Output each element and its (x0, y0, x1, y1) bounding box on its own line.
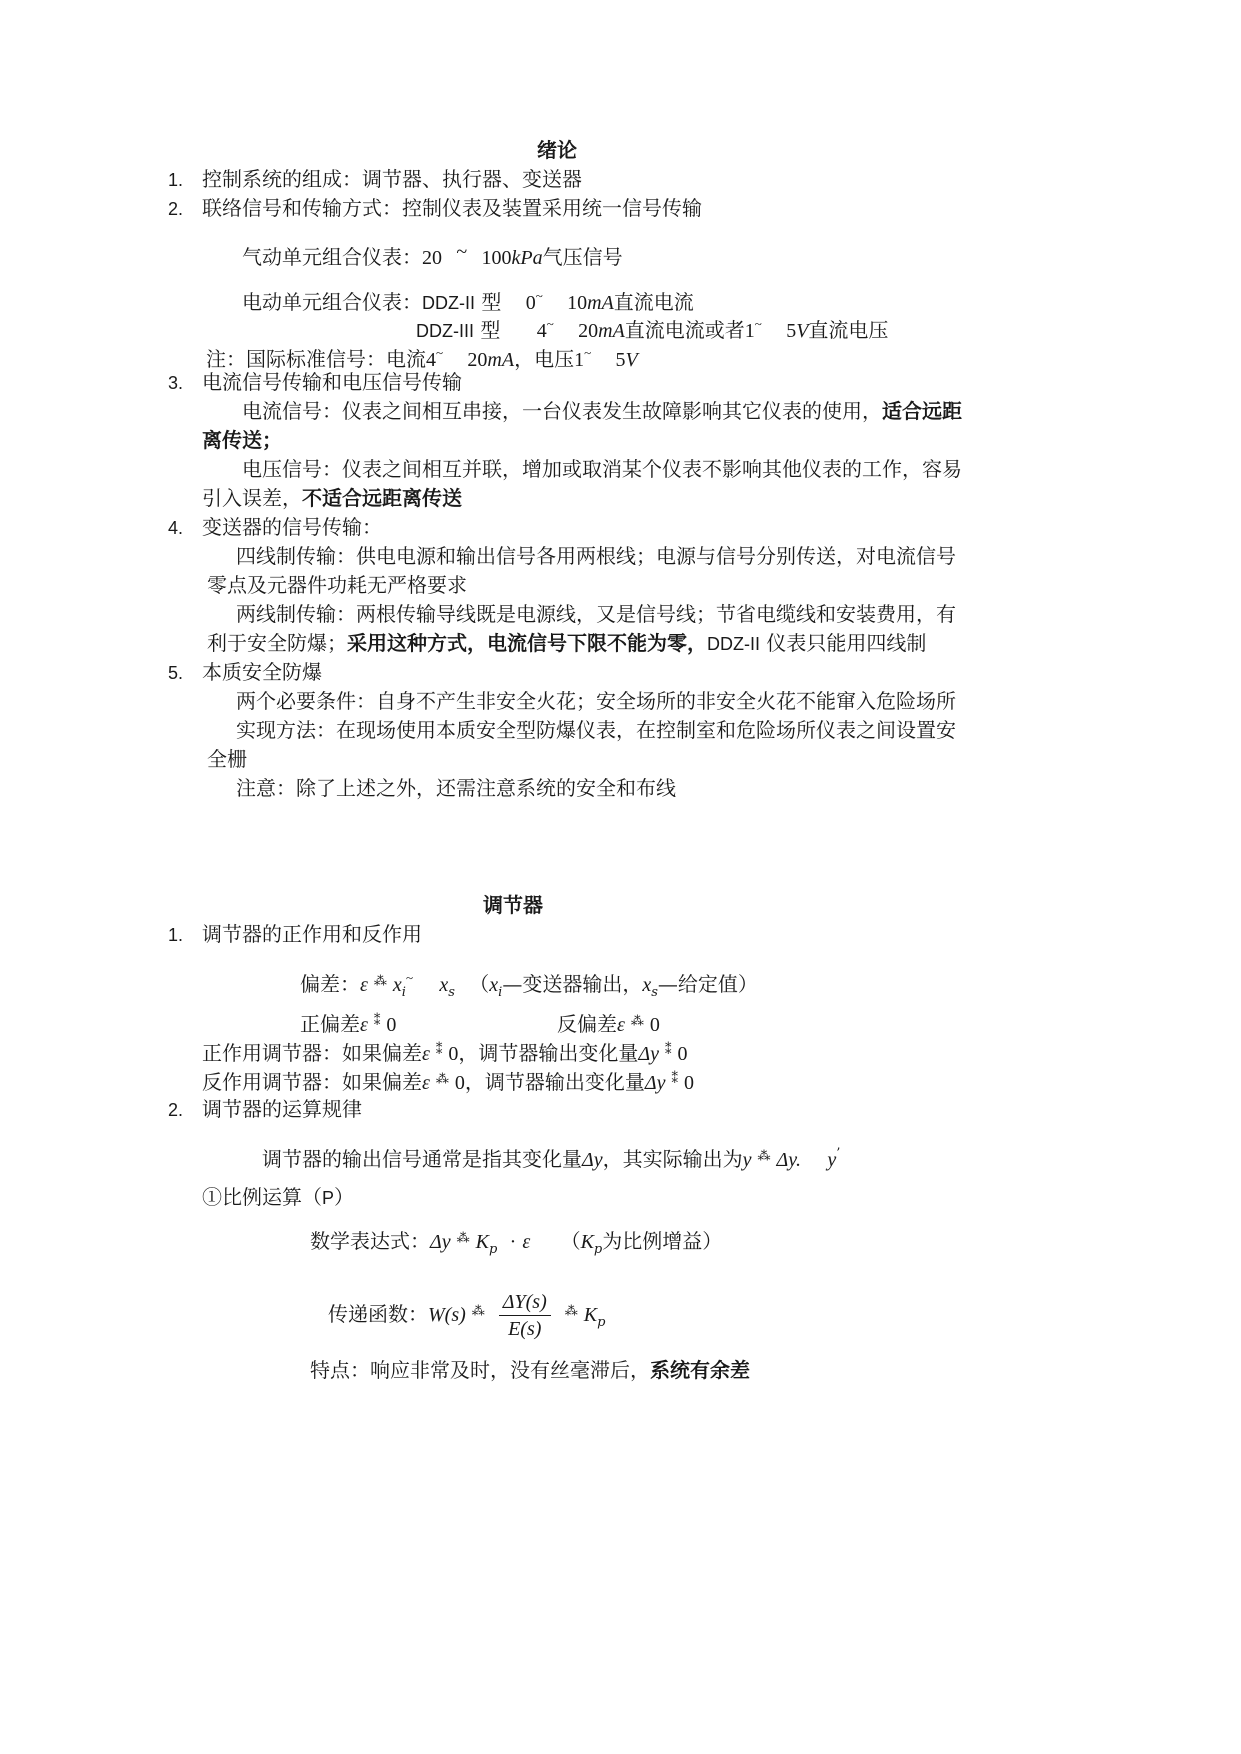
item-text: 变送器的信号传输： (202, 515, 382, 539)
tilde-glyph: ~ (436, 345, 444, 360)
output-signal (262, 1140, 840, 1174)
tilde-glyph: ~ (546, 316, 554, 331)
item-number: 1. (168, 170, 184, 190)
relation-glyph: ⁑ (665, 1043, 672, 1058)
text: 为比例增益） (602, 1229, 723, 1253)
text: 直流电流或者 (624, 318, 745, 342)
tilde-glyph: ~ (405, 970, 413, 985)
item-text: 调节器的运算规律 (202, 1097, 362, 1121)
pneumatic-line (242, 238, 623, 272)
equals-glyph: ⁂ (471, 1304, 485, 1319)
tilde-glyph: ~ (584, 345, 592, 360)
bold-text: 离传送； (202, 428, 282, 452)
text: 反偏差 (557, 1012, 617, 1036)
relation-glyph: ⁑ (435, 1043, 443, 1058)
value: 1 (744, 320, 755, 342)
numerator: ΔY(s) (499, 1289, 551, 1316)
value: 0 (454, 1072, 465, 1094)
item-number: 2. (168, 1100, 184, 1120)
epsilon-symbol: ε (422, 1072, 430, 1094)
model: DDZ-II (707, 634, 760, 654)
text: 气压信号 (542, 245, 623, 269)
dot-operator: · (509, 1231, 517, 1253)
subscript: p (593, 1242, 603, 1257)
tilde-glyph: ~ (456, 241, 468, 263)
item-text: 本质安全防爆 (202, 660, 322, 684)
text: 引入误差， (202, 486, 302, 510)
relation-glyph: ⁑ (671, 1072, 679, 1087)
text: ，调节器输出变化量 (458, 1041, 639, 1065)
text: 正偏差 (300, 1012, 360, 1036)
text: 直流电流 (613, 290, 694, 314)
delta-y: Δy (582, 1149, 603, 1171)
list-item (168, 368, 462, 397)
text: 气动单元组合仪表： (242, 245, 422, 269)
value: 0 (525, 292, 536, 314)
text: ，其实际输出为 (602, 1147, 743, 1171)
delta-y: Δy (638, 1043, 660, 1065)
text: 仪表只能用四线制 (766, 631, 927, 655)
value: 1 (574, 349, 585, 371)
item-text: 调节器的正作用和反作用 (202, 922, 422, 946)
text: 反作用调节器：如果偏差 (202, 1070, 422, 1094)
variable: x (392, 974, 402, 996)
letter: P (322, 1188, 335, 1208)
prime-glyph: ’ (836, 1146, 841, 1161)
value: 0 (649, 1014, 660, 1036)
value: 20 (422, 247, 442, 269)
list-item (168, 194, 702, 223)
tilde-glyph: ~ (535, 288, 543, 303)
text: —给定值） (657, 972, 758, 996)
item-number: 4. (168, 518, 184, 538)
variable: K (583, 1304, 598, 1326)
bold-text: 采用这种方式，电流信号下限不能为零， (347, 631, 707, 655)
proportional-heading (202, 1183, 354, 1212)
paragraph: 零点及元器件功耗无严格要求 (207, 573, 467, 597)
value: 4 (426, 349, 436, 371)
tilde-glyph: ~ (754, 316, 762, 331)
delta-y: Δy (430, 1231, 451, 1253)
value: 4 (536, 320, 547, 342)
text: 数学表达式： (310, 1229, 430, 1253)
value: 5 (786, 320, 797, 342)
list-item (168, 1095, 362, 1124)
epsilon-symbol: ε (360, 974, 368, 996)
bold-text: 不适合远距离传送 (302, 486, 462, 510)
list-item (168, 165, 582, 194)
unit: mA (598, 320, 625, 342)
list-item (168, 513, 382, 542)
text: 偏差： (300, 972, 360, 996)
variable: y (742, 1149, 752, 1171)
forward-regulator (202, 1037, 688, 1068)
text: 特点：响应非常及时，没有丝毫滞后， (310, 1358, 650, 1382)
subscript: i (498, 985, 503, 1000)
variable: x (642, 974, 652, 996)
variable: x (439, 974, 449, 996)
value: 20 (578, 320, 599, 342)
value: 0 (677, 1043, 688, 1065)
unit: V (796, 320, 809, 342)
relation-glyph: ⁂ (435, 1072, 449, 1087)
variable: K (475, 1231, 489, 1253)
negative-deviation (557, 1008, 660, 1039)
positive-deviation (300, 1008, 396, 1039)
item-number: 3. (168, 373, 184, 393)
paragraph (242, 397, 962, 425)
text: （ (560, 1229, 581, 1253)
paragraph: 电压信号：仪表之间相互并联，增加或取消某个仪表不影响其他仪表的工作，容易 (242, 457, 962, 481)
relation-glyph: ⁑ (373, 1014, 381, 1029)
variable: K (580, 1231, 594, 1253)
unit: V (625, 349, 638, 371)
unit: kPa (511, 247, 543, 269)
bold-text: 适合远距 (882, 399, 962, 423)
list-item (168, 920, 422, 949)
math-expression (310, 1225, 722, 1264)
paragraph: 全栅 (207, 747, 247, 771)
relation-glyph: ⁂ (630, 1014, 644, 1029)
paragraph (207, 629, 926, 658)
model: DDZ-II (422, 293, 475, 313)
text: ①比例运算（ (202, 1185, 322, 1209)
text: （ (469, 972, 490, 996)
text: 电流信号：仪表之间相互串接，一台仪表发生故障影响其它仪表的使用， (242, 399, 882, 423)
item-number: 1. (168, 925, 184, 945)
equals-glyph: ⁂ (564, 1304, 578, 1319)
text: 正作用调节器：如果偏差 (202, 1041, 422, 1065)
transfer-w: W(s) (428, 1304, 466, 1326)
subscript: p (597, 1315, 606, 1330)
paragraph: 实现方法：在现场使用本质安全型防爆仪表，在控制室和危险场所仪表之间设置安 (236, 718, 956, 742)
text: 型 (480, 318, 501, 342)
text: 利于安全防爆； (207, 631, 347, 655)
value: 10 (567, 292, 588, 314)
reverse-regulator (202, 1066, 694, 1097)
equals-glyph: ⁂ (373, 974, 387, 989)
item-text: 电流信号传输和电压信号传输 (202, 370, 462, 394)
section-title-intro: 绪论 (537, 138, 577, 162)
value: 0 (684, 1072, 695, 1094)
text: ，电压 (514, 347, 575, 371)
list-item (168, 658, 322, 687)
unit: mA (587, 292, 614, 314)
epsilon-symbol: ε (617, 1014, 625, 1036)
text: ，调节器输出变化量 (464, 1070, 645, 1094)
feature-line (310, 1356, 750, 1384)
paragraph: 两个必要条件：自身不产生非安全火花；安全场所的非安全火花不能窜入危险场所 (236, 689, 956, 713)
value: 0 (386, 1014, 397, 1036)
deviation-formula (300, 964, 758, 1007)
value: 100 (481, 247, 512, 269)
text: —变送器输出， (502, 972, 643, 996)
subscript: p (488, 1242, 498, 1257)
item-number: 5. (168, 663, 184, 683)
section-title-regulator: 调节器 (483, 893, 543, 917)
equals-glyph: ⁂ (456, 1231, 470, 1246)
variable: y (827, 1149, 837, 1171)
denominator: E(s) (508, 1318, 542, 1340)
subscript: i (401, 985, 406, 1000)
value: 0 (448, 1043, 459, 1065)
transfer-function (328, 1282, 605, 1353)
delta-y: Δy. (776, 1149, 802, 1171)
value: 5 (615, 349, 626, 371)
paragraph (202, 484, 462, 512)
epsilon-symbol: ε (522, 1231, 531, 1253)
bold-text: 系统有余差 (650, 1358, 750, 1382)
epsilon-symbol: ε (360, 1014, 368, 1036)
fraction (499, 1289, 551, 1342)
paragraph: 两线制传输：两根传输导线既是电源线，又是信号线；节省电缆线和安装费用，有 (236, 602, 956, 626)
model: DDZ-III (416, 321, 474, 341)
item-text: 控制系统的组成：调节器、执行器、变送器 (202, 167, 582, 191)
item-number: 2. (168, 199, 184, 219)
text: 传递函数： (328, 1302, 428, 1326)
subscript: s (651, 985, 658, 1000)
unit: mA (487, 349, 515, 371)
text: ） (334, 1185, 355, 1209)
text: 电动单元组合仪表： (242, 290, 422, 314)
paragraph: 四线制传输：供电电源和输出信号各用两根线；电源与信号分别传送，对电流信号 (236, 544, 956, 568)
text: 直流电压 (808, 318, 889, 342)
epsilon-symbol: ε (422, 1043, 430, 1065)
text: 注：国际标准信号：电流 (206, 347, 426, 371)
paragraph: 注意：除了上述之外，还需注意系统的安全和布线 (236, 776, 676, 800)
text: 型 (481, 290, 502, 314)
delta-y: Δy (644, 1072, 666, 1094)
text: 调节器的输出信号通常是指其变化量 (262, 1147, 582, 1171)
subscript: s (448, 985, 455, 1000)
variable: x (489, 974, 499, 996)
equals-glyph: ⁂ (757, 1149, 771, 1164)
value: 20 (467, 349, 488, 371)
item-text: 联络信号和传输方式：控制仪表及装置采用统一信号传输 (202, 196, 702, 220)
